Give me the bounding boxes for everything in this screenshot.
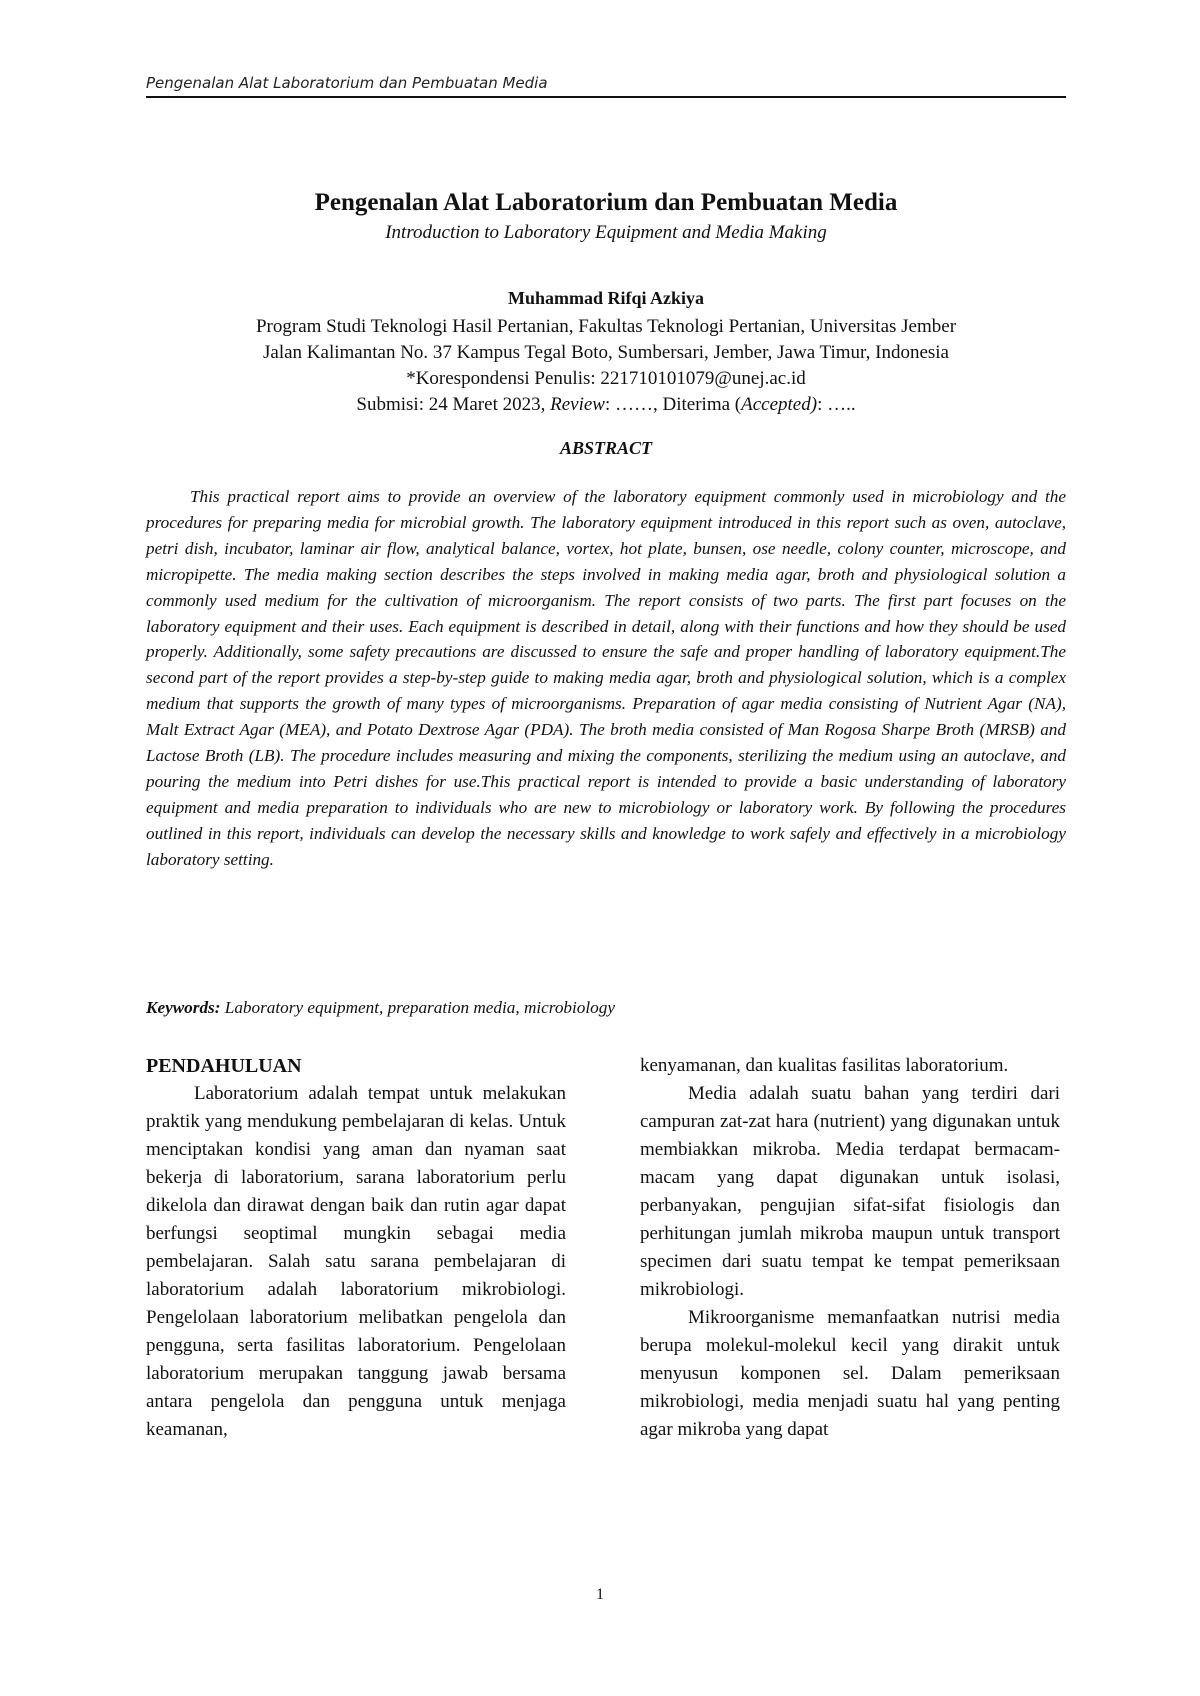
- correspondence: *Korespondensi Penulis: 221710101079@unej.ac.id: [406, 368, 806, 389]
- keywords: [146, 998, 1066, 1018]
- paper-title: Pengenalan Alat Laboratorium dan Pembuatan Media: [314, 189, 898, 216]
- abstract-body: This practical report aims to provide an overview of the laboratory equipment commonly used in microbiology and the procedures for preparing media for microbial growth. The laboratory equipment introduced in this report such as oven, autoclave, petri dish, incubator, laminar air flow, analytical balance, vortex, hot plate, bunsen, ose needle, colony counter, microscope, and micropipette. The media making section describes the steps involved in making media agar, broth and physiological solution a commonly used medium for the cultivation of microorganism. The report consists of two parts. The first part focuses on the laboratory equipment and their uses. Each equipment is described in detail, along with their functions and how they should be used properly. Additionally, some safety precautions are discussed to ensure the safe and proper handling of laboratory equipment.The second part of the report provides a step-by-step guide to making media agar, broth and physiological solution, which is a complex medium that supports the growth of many types of microorganisms. Preparation of agar media consisting of Nutrient Agar (NA), Malt Extract Agar (MEA), and Potato Dextrose Agar (PDA). The broth media consisted of Man Rogosa Sharpe Broth (MRSB) and Lactose Broth (LB). The procedure includes measuring and mixing the components, sterilizing the medium using an autoclave, and pouring the medium into Petri dishes for use.This practical report is intended to provide a basic understanding of laboratory equipment and media preparation to individuals who are new to microbiology or laboratory work. By following the procedures outlined in this report, individuals can develop the necessary skills and knowledge to work safely and effectively in a microbiology laboratory setting.: [146, 487, 1066, 869]
- abstract-heading: ABSTRACT: [559, 438, 653, 458]
- submitted-date: Submisi: 24 Maret 2023,: [356, 394, 551, 415]
- address: Jalan Kalimantan No. 37 Kampus Tegal Boto, Sumbersari, Jember, Jawa Timur, Indonesia: [263, 342, 949, 363]
- submission-line: [146, 392, 1066, 418]
- accepted-label: Accepted): [741, 394, 818, 415]
- left-column: [146, 1052, 566, 1444]
- review-label: Review: [550, 394, 605, 415]
- section-heading-pendahuluan: PENDAHULUAN: [146, 1055, 302, 1077]
- running-header: Pengenalan Alat Laboratorium dan Pembuatan Media: [146, 74, 548, 92]
- affiliation: Program Studi Teknologi Hasil Pertanian, Fakultas Teknologi Pertanian, Universitas Jember: [255, 316, 957, 337]
- body-paragraph: Mikroorganisme memanfaatkan nutrisi media berupa molekul-molekul kecil yang dirakit untuk menyusun komponen sel. Dalam pemeriksaan mikrobiologi, media menjadi suatu hal yang penting agar mikroba yang dapat: [640, 1307, 1060, 1440]
- author-name: Muhammad Rifqi Azkiya: [507, 288, 705, 308]
- body-paragraph: Laboratorium adalah tempat untuk melakukan praktik yang mendukung pembelajaran di kelas. Untuk menciptakan kondisi yang aman dan nyaman saat bekerja di laboratorium, sarana laboratorium perlu dikelola dan dirawat dengan baik dan rutin agar dapat berfungsi seoptimal mungkin sebagai media pembelajaran. Salah satu sarana pembelajaran di laboratorium adalah laboratorium mikrobiologi. Pengelolaan laboratorium melibatkan pengelola dan pengguna, serta fasilitas laboratorium. Pengelolaan laboratorium merupakan tanggung jawab bersama antara pengelola dan pengguna untuk menjaga keamanan,: [146, 1083, 566, 1440]
- body-paragraph-continuation: kenyamanan, dan kualitas fasilitas laboratorium.: [640, 1055, 1009, 1076]
- right-column: [640, 1052, 1060, 1444]
- paper-subtitle: Introduction to Laboratory Equipment and Media Making: [385, 222, 827, 243]
- keywords-label: Keywords:: [146, 998, 221, 1017]
- keywords-text: Laboratory equipment, preparation media, microbiology: [220, 998, 615, 1017]
- header-rule: [146, 96, 1066, 98]
- title-block: [146, 188, 1066, 459]
- review-value: : ……, Diterima (: [604, 394, 742, 415]
- accepted-value: : …..: [817, 394, 856, 415]
- body-paragraph: Media adalah suatu bahan yang terdiri dari campuran zat-zat hara (nutrient) yang digunakan untuk membiakkan mikroba. Media terdapat bermacam-macam yang dapat digunakan untuk isolasi, perbanyakan, pengujian sifat-sifat fisiologis dan perhitungan jumlah mikroba maupun untuk transport specimen dari suatu tempat ke tempat pemeriksaan mikrobiologi.: [640, 1083, 1060, 1300]
- page-number: 1: [596, 1586, 604, 1603]
